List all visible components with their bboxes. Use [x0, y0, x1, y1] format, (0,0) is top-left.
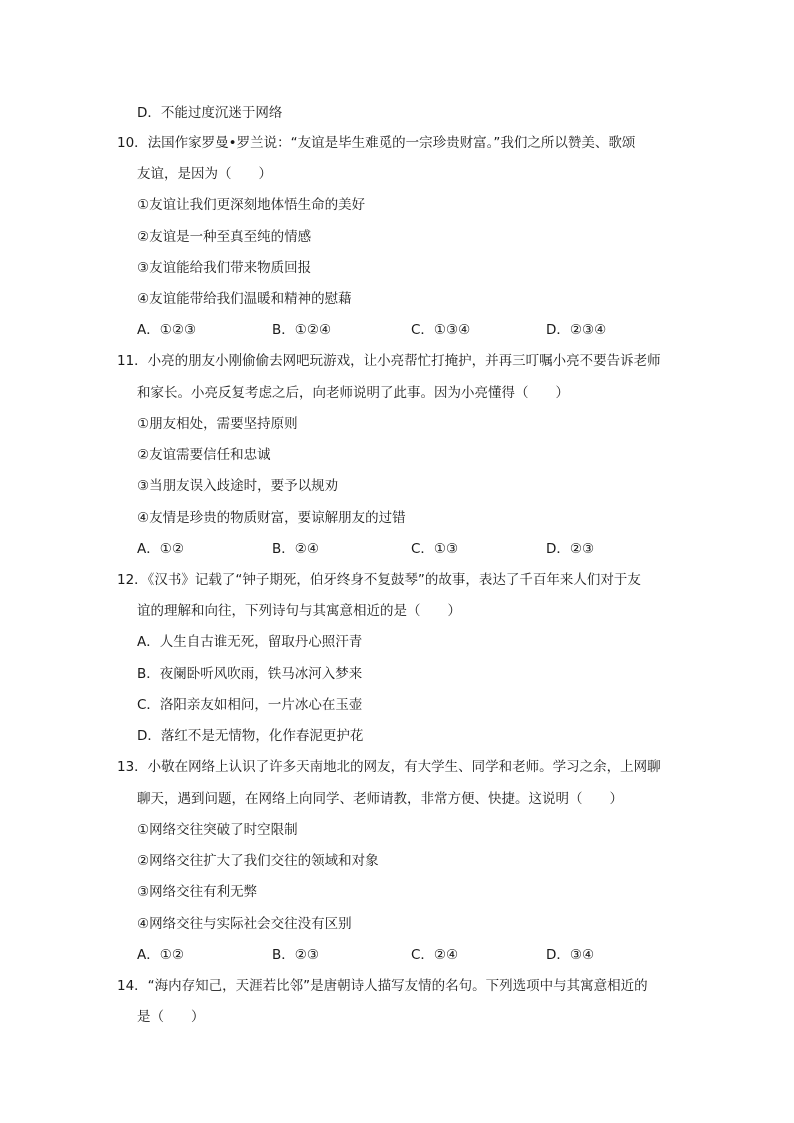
- q11-option-d: D．②③: [546, 541, 595, 557]
- q13-option-d: D．③④: [546, 947, 595, 963]
- q13-item-4: ④网络交往与实际社会交往没有区别: [137, 916, 352, 932]
- q13-option-c: C．②④: [411, 947, 459, 963]
- q10-item-3: ③友谊能给我们带来物质回报: [137, 260, 312, 276]
- q14-stem-line1: 14．“海内存知己，天涯若比邻”是唐朝诗人描写友情的名句。下列选项中与其寓意相近的: [117, 978, 648, 994]
- q12-choice-c: C．洛阳亲友如相问，一片冰心在玉壶: [137, 697, 363, 713]
- q12-stem-line1: 12．《汉书》记载了“钟子期死，伯牙终身不复鼓琴”的故事，表达了千百年来人们对于友: [117, 572, 641, 588]
- q10-item-2: ②友谊是一种至真至纯的情感: [137, 229, 312, 245]
- q11-item-2: ②友谊需要信任和忠诚: [137, 447, 271, 463]
- q13-item-1: ①网络交往突破了时空限制: [137, 822, 298, 838]
- q10-option-c: C．①③④: [411, 322, 471, 338]
- q12-choice-b: B．夜阑卧听风吹雨，铁马冰河入梦来: [137, 666, 363, 682]
- q11-item-4: ④友情是珍贵的物质财富，要谅解朋友的过错: [137, 510, 406, 526]
- q13-item-3: ③网络交往有利无弊: [137, 884, 258, 900]
- q11-item-3: ③当朋友误入歧途时，要予以规劝: [137, 478, 339, 494]
- q11-stem-line1: 11．小亮的朋友小刚偷偷去网吧玩游戏，让小亮帮忙打掩护，并再三叮嘱小亮不要告诉老师: [117, 353, 661, 369]
- q12-choice-d: D．落红不是无情物，化作春泥更护花: [137, 728, 364, 744]
- q11-option-b: B．②④: [272, 541, 319, 557]
- q13-option-a: A．①②: [137, 947, 184, 963]
- q10-item-1: ①友谊让我们更深刻地体悟生命的美好: [137, 197, 366, 213]
- q12-choice-a: A．人生自古谁无死，留取丹心照汗青: [137, 634, 363, 650]
- q10-option-b: B．①②④: [272, 322, 332, 338]
- q11-stem-line2: 和家长。小亮反复考虑之后，向老师说明了此事。因为小亮懂得（ ）: [137, 385, 569, 401]
- q10-stem-line2: 友谊，是因为（ ）: [137, 166, 272, 182]
- q11-item-1: ①朋友相处，需要坚持原则: [137, 416, 298, 432]
- q12-stem-line2: 谊的理解和向往，下列诗句与其寓意相近的是（ ）: [137, 603, 461, 619]
- q13-stem-line2: 聊天，遇到问题，在网络上向同学、老师请教，非常方便、快捷。这说明（ ）: [137, 791, 623, 807]
- q10-stem-line1: 10．法国作家罗曼•罗兰说：“友谊是毕生难觅的一宗珍贵财富。”我们之所以赞美、歌颂: [117, 135, 636, 151]
- q14-stem-line2: 是（ ）: [137, 1009, 205, 1025]
- q10-option-d: D．②③④: [546, 322, 607, 338]
- q13-item-2: ②网络交往扩大了我们交往的领域和对象: [137, 853, 379, 869]
- q10-item-4: ④友谊能带给我们温暖和精神的慰藉: [137, 291, 352, 307]
- q11-option-a: A．①②: [137, 541, 184, 557]
- q10-option-a: A．①②③: [137, 322, 197, 338]
- q13-stem-line1: 13．小敬在网络上认识了许多天南地北的网友，有大学生、同学和老师。学习之余，上网聊: [117, 759, 661, 775]
- q11-option-c: C．①③: [411, 541, 459, 557]
- q9-option-d: D．不能过度沉迷于网络: [137, 105, 283, 121]
- q13-option-b: B．②③: [272, 947, 319, 963]
